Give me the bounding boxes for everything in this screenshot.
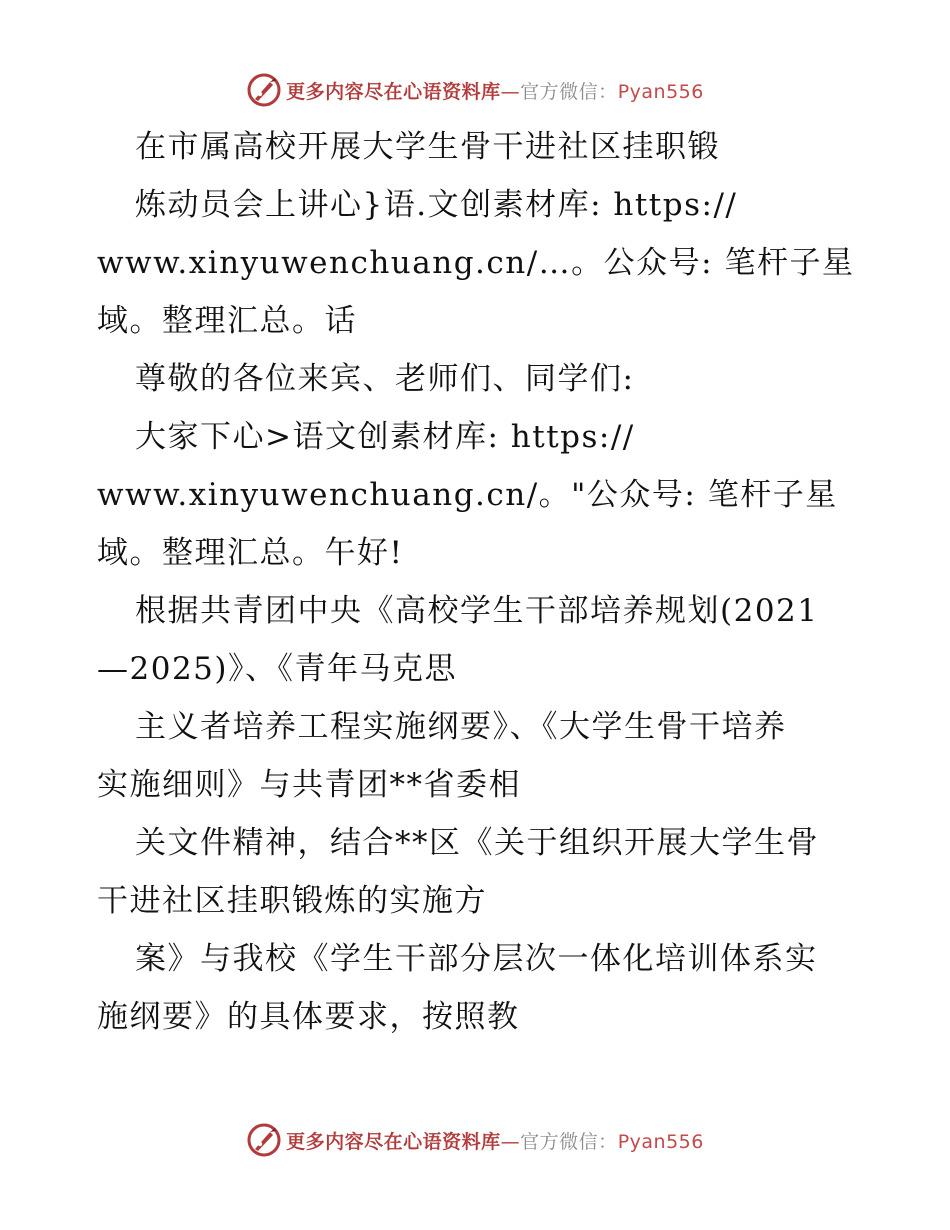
header-wechat-label: 官方微信： (520, 80, 618, 103)
body-line: 在市属高校开展大学生骨干进社区挂职锻 (135, 129, 720, 165)
body-line: 干进社区挂职锻炼的实施方 (97, 883, 487, 919)
body-line: —2025)》、《青年马克思 (97, 651, 457, 687)
quill-pen-logo-icon (246, 72, 282, 108)
body-line: 施纲要》的具体要求，按照教 (97, 999, 520, 1035)
footer-site-name: 更多内容尽在心语资料库 (286, 1130, 501, 1153)
footer-banner-content (246, 1122, 704, 1158)
footer-wechat-id: Pyan556 (617, 1130, 704, 1153)
body-line: 关文件精神，结合**区《关于组织开展大学生骨 (135, 825, 819, 861)
header-banner (0, 70, 950, 110)
footer-dash: — (500, 1130, 521, 1153)
body-line: 根据共青团中央《高校学生干部培养规划(2021 (135, 593, 819, 629)
footer-wechat-label: 官方微信： (520, 1130, 618, 1153)
body-line: 域。整理汇总。话 (97, 303, 357, 339)
body-line: 域。整理汇总。午好! (97, 535, 404, 571)
header-wechat-id: Pyan556 (617, 80, 704, 103)
header-site-name: 更多内容尽在心语资料库 (286, 80, 501, 103)
body-line: 大家下心>语文创素材库: https:// (135, 419, 635, 455)
header-dash: — (500, 80, 521, 103)
body-line: 实施细则》与共青团**省委相 (97, 767, 521, 803)
body-line: 案》与我校《学生干部分层次一体化培训体系实 (135, 941, 818, 977)
body-line: www.xinyuwenchuang.cn/…。公众号: 笔杆子星 (97, 245, 855, 281)
body-line: 主义者培养工程实施纲要》、《大学生骨干培养 (135, 709, 787, 745)
footer-banner (0, 1120, 950, 1160)
quill-pen-logo-icon (246, 1122, 282, 1158)
header-banner-content (246, 72, 704, 108)
body-line: www.xinyuwenchuang.cn/。"公众号: 笔杆子星 (97, 477, 838, 513)
body-line: 炼动员会上讲心}语.文创素材库: https:// (135, 187, 738, 223)
body-line: 尊敬的各位来宾、老师们、同学们: (135, 361, 635, 397)
